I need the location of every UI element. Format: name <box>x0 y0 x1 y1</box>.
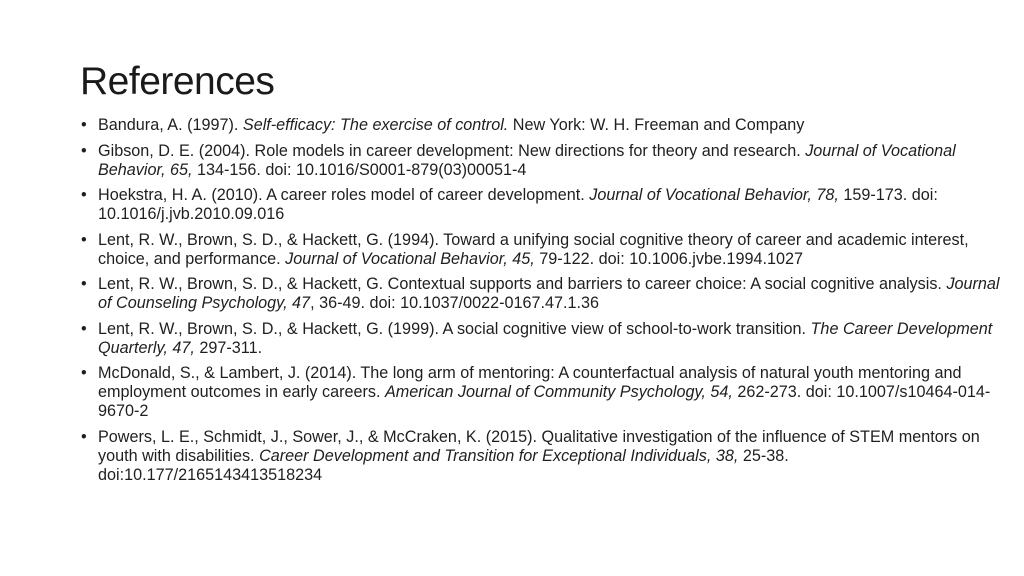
reference-text: Lent, R. W., Brown, S. D., & Hackett, G. Contextual supports and barriers to career choice: A social cognitive analysis. <box>98 275 947 293</box>
reference-details: 297-311. <box>194 338 263 357</box>
reference-details: 25-38. doi:10.177/2165143413518234 <box>98 446 789 484</box>
reference-item <box>80 428 1010 485</box>
reference-details: , 36-49. doi: 10.1037/0022-0167.47.1.36 <box>310 294 599 312</box>
reference-details: 79-122. doi: 10.1006.jvbe.1994.1027 <box>534 249 803 268</box>
reference-details: New York: W. H. Freeman and Company <box>508 116 805 134</box>
reference-source: Journal of Vocational Behavior, 65, <box>98 141 956 179</box>
reference-source: American Journal of Community Psychology, 54, <box>385 383 733 401</box>
reference-item <box>80 320 1010 358</box>
reference-text: Powers, L. E., Schmidt, J., Sower, J., & McCraken, K. (2015). Qualitative investigation of the influence of STEM mentors on youth with disabilities. <box>98 427 980 465</box>
reference-item <box>80 116 1010 135</box>
reference-text: McDonald, S., & Lambert, J. (2014). The long arm of mentoring: A counterfactual analysis of natural youth mentoring and employment outcomes in early careers. <box>98 364 962 401</box>
reference-text: Gibson, D. E. (2004). Role models in career development: New directions for theory and research. <box>98 141 806 160</box>
reference-source: The Career Development Quarterly, 47, <box>98 319 993 357</box>
reference-text: Hoekstra, H. A. (2010). A career roles model of career development. <box>98 186 590 204</box>
reference-source: Self-efficacy: The exercise of control. <box>242 116 509 134</box>
reference-source: Journal of Vocational Behavior, 78, <box>589 186 839 204</box>
reference-source: Journal of Counseling Psychology, 47 <box>98 275 1000 312</box>
reference-details: 159-173. doi: 10.1016/j.jvb.2010.09.016 <box>98 186 938 223</box>
reference-source: Career Development and Transition for Exceptional Individuals, 38, <box>259 446 739 465</box>
reference-list <box>80 116 1010 491</box>
reference-item <box>80 275 1010 313</box>
reference-text: Bandura, A. (1997). <box>98 116 243 134</box>
page-title: References <box>80 60 275 103</box>
reference-text: Lent, R. W., Brown, S. D., & Hackett, G. (1999). A social cognitive view of school-to-work transition. <box>98 319 811 338</box>
reference-item <box>80 142 1010 180</box>
reference-item <box>80 231 1010 269</box>
reference-item <box>80 364 1010 421</box>
reference-details: 134-156. doi: 10.1016/S0001-879(03)00051-4 <box>192 160 527 179</box>
reference-source: Journal of Vocational Behavior, 45, <box>285 249 535 268</box>
reference-item <box>80 186 1010 224</box>
reference-details: 262-273. doi: 10.1007/s10464-014-9670-2 <box>98 383 991 420</box>
reference-text: Lent, R. W., Brown, S. D., & Hackett, G. (1994). Toward a unifying social cognitive theory of career and academic interest, choice, and performance. <box>98 230 969 268</box>
